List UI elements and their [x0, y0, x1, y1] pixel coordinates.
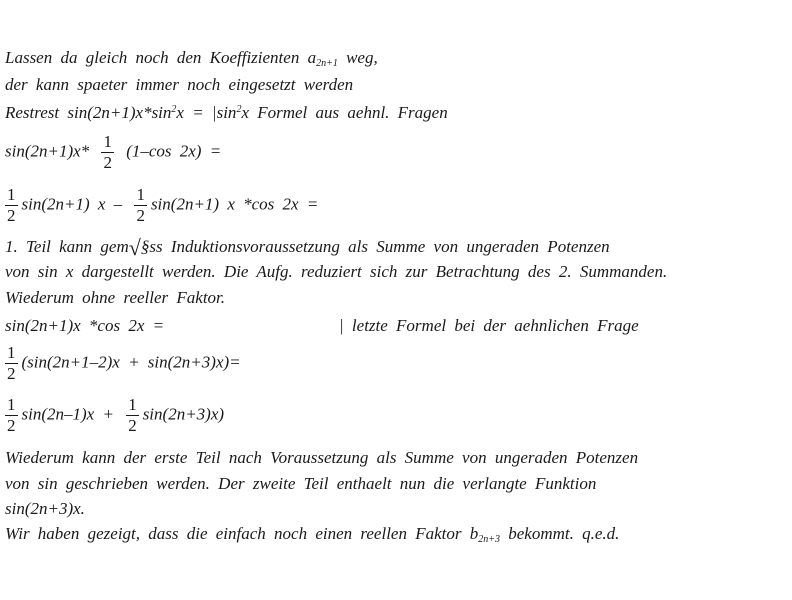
line-6-a: 1. Teil kann gem: [5, 237, 129, 256]
fraction-numerator: 1: [103, 132, 112, 151]
text-line-8: Wiederum ohne reeller Faktor.: [5, 288, 226, 307]
line-3-a: Restrest sin(2n+1)x*sin: [5, 103, 172, 122]
fraction-denominator: 2: [7, 206, 16, 225]
text-line-12: Wiederum kann der erste Teil nach Voraussetzung als Summe von ungeraden Potenzen: [5, 448, 639, 467]
line-15-text: Wir haben gezeigt, dass die einfach noch einen reellen Faktor b: [5, 524, 479, 543]
text-line-14: sin(2n+3)x.: [5, 499, 85, 518]
text-line-1: [5, 48, 378, 69]
fraction-numerator: 1: [7, 185, 16, 204]
fraction-denominator: 2: [7, 364, 16, 383]
fraction-one-half: [126, 395, 139, 436]
text-line-15: [5, 524, 619, 545]
formula-line-5: [5, 185, 318, 226]
formula-line-4: [5, 132, 221, 173]
formula-line-11: [5, 395, 224, 436]
text-line-2: der kann spaeter immer noch eingesetzt werden: [5, 75, 354, 94]
line-1-end: weg,: [337, 48, 378, 67]
text-line-6: [5, 235, 610, 261]
sqrt-glyph-icon: √: [128, 235, 141, 260]
line-4-post: (1–cos 2x) =: [126, 141, 222, 161]
line-11-b: sin(2n+3)x): [142, 404, 225, 424]
text-line-13: von sin geschrieben werden. Der zweite Teil enthaelt nun die verlangte Funktion: [5, 474, 597, 493]
subscript-2n+3: 2n+3: [478, 534, 500, 545]
line-9-a: sin(2n+1)x *cos 2x =: [5, 316, 165, 335]
fraction-one-half: [5, 185, 18, 226]
line-6-b: §ss Induktionsvoraussetzung als Summe von ungeraden Potenzen: [140, 237, 610, 256]
fraction-denominator: 2: [7, 416, 16, 435]
fraction-one-half: [5, 395, 18, 436]
line-1-text: Lassen da gleich noch den Koeffizienten a: [5, 48, 317, 67]
fraction-one-half: [5, 343, 18, 384]
superscript-2: 2: [171, 104, 177, 115]
fraction-numerator: 1: [7, 343, 16, 362]
line-10-a: (sin(2n+1–2)x + sin(2n+3)x)=: [21, 352, 241, 372]
line-15-end: bekommt. q.e.d.: [500, 524, 620, 543]
line-4-pre: sin(2n+1)x*: [5, 141, 90, 161]
fraction-one-half: [134, 185, 147, 226]
formula-line-10: [5, 343, 241, 384]
fraction-numerator: 1: [7, 395, 16, 414]
line-5-b: sin(2n+1) x *cos 2x =: [150, 194, 319, 214]
line-11-a: sin(2n–1)x +: [21, 404, 114, 424]
fraction-numerator: 1: [136, 185, 145, 204]
superscript-2b: 2: [236, 104, 242, 115]
fraction-denominator: 2: [103, 153, 112, 172]
line-3-c: x Formel aus aehnl. Fragen: [241, 103, 448, 122]
text-line-3: [5, 103, 448, 123]
fraction-denominator: 2: [128, 416, 137, 435]
fraction-denominator: 2: [136, 206, 145, 225]
subscript-2n+1: 2n+1: [316, 58, 338, 69]
fraction-numerator: 1: [128, 395, 137, 414]
line-9-comment: | letzte Formel bei der aehnlichen Frage: [339, 316, 639, 335]
line-5-a: sin(2n+1) x –: [21, 194, 123, 214]
fraction-one-half: [101, 132, 114, 173]
line-3-b: x = |sin: [176, 103, 237, 122]
text-line-7: von sin x dargestellt werden. Die Aufg. reduziert sich zur Betrachtung des 2. Summanden.: [5, 262, 668, 281]
formula-line-9: [5, 316, 639, 336]
